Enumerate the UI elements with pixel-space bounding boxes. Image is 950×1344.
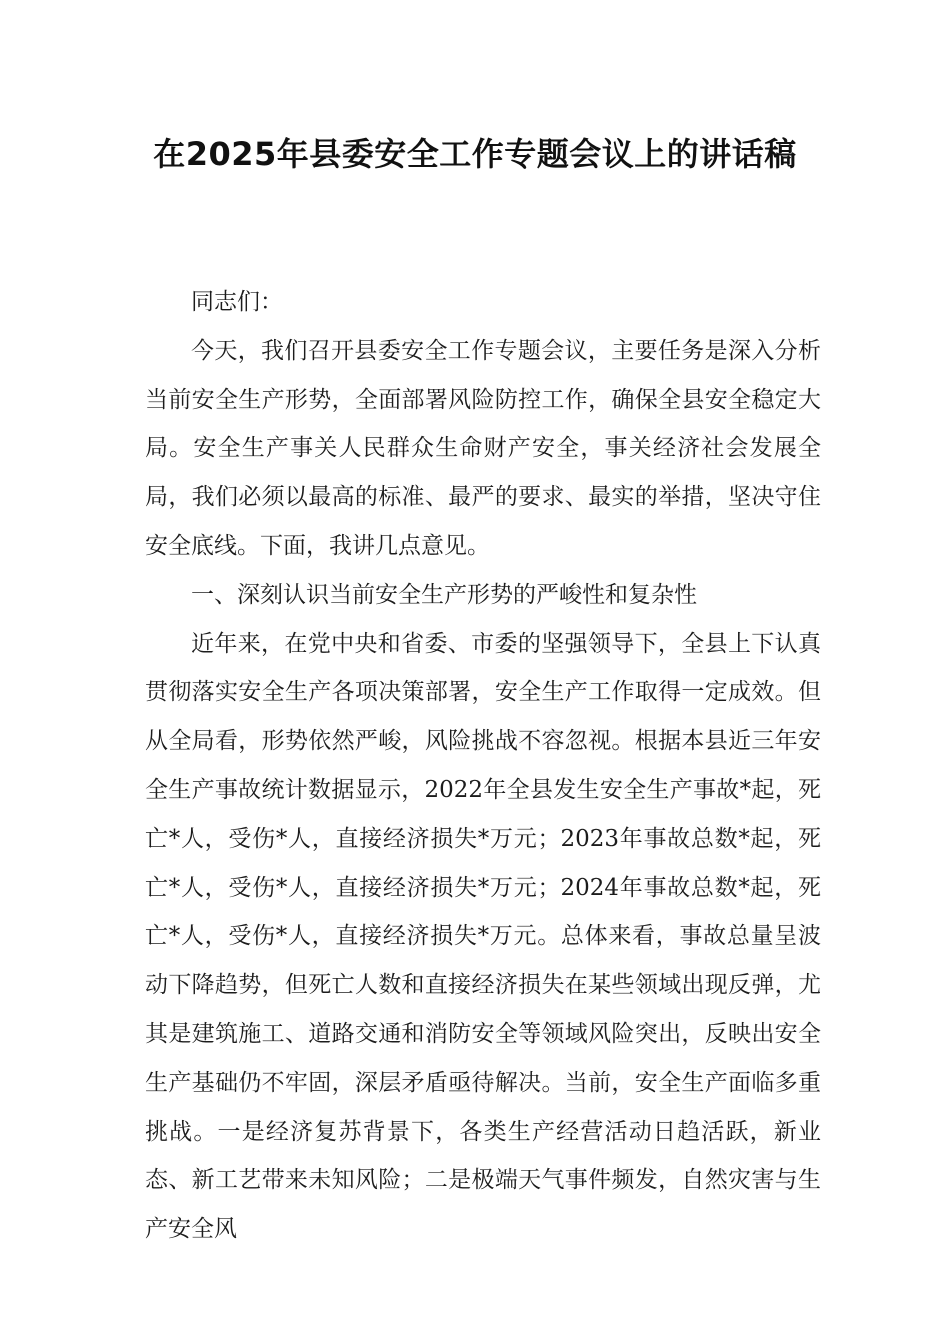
section-heading-1: 一、深刻认识当前安全生产形势的严峻性和复杂性 — [191, 581, 697, 608]
paragraph-intro: 今天，我们召开县委安全工作专题会议，主要任务是深入分析当前安全生产形势，全面部署风险防控工作，确保全县安全稳定大局。安全生产事关人民群众生命财产安全，事关经济社会发展全局，我们必须以最高的标准、最严的要求、最实的举措，坚决守住安全底线。下面，我讲几点意见。 — [145, 337, 821, 559]
document-body — [145, 278, 821, 1254]
paragraph-situation: 近年来，在党中央和省委、市委的坚强领导下，全县上下认真贯彻落实安全生产各项决策部署，安全生产工作取得一定成效。但从全局看，形势依然严峻，风险挑战不容忽视。根据本县近三年安全生产事故统计数据显示，2022年全县发生安全生产事故*起，死亡*人，受伤*人，直接经济损失*万元；2023年事故总数*起，死亡*人，受伤*人，直接经济损失*万元；2024年事故总数*起，死亡*人，受伤*人，直接经济损失*万元。总体来看，事故总量呈波动下降趋势，但死亡人数和直接经济损失在某些领域出现反弹，尤其是建筑施工、道路交通和消防安全等领域风险突出，反映出安全生产基础仍不牢固，深层矛盾亟待解决。当前，安全生产面临多重挑战。一是经济复苏背景下，各类生产经营活动日趋活跃，新业态、新工艺带来未知风险；二是极端天气事件频发，自然灾害与生产安全风 — [145, 630, 821, 1243]
document-title: 在2025年县委安全工作专题会议上的讲话稿 — [153, 135, 797, 173]
salutation: 同志们： — [191, 289, 283, 315]
